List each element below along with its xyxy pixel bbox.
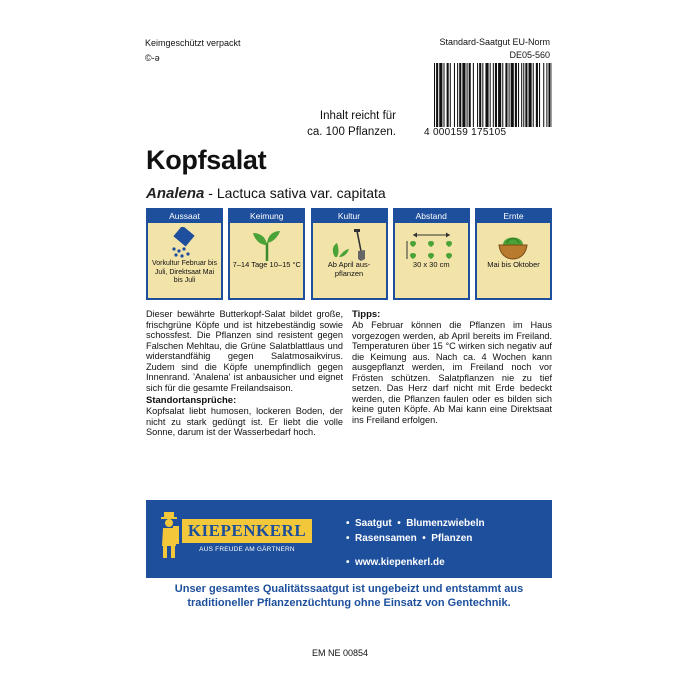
card-text: Vorkultur Februar bis Juli, Direktsaat Mai bis Juli — [152, 260, 217, 284]
bullet: • — [346, 518, 350, 529]
recycling-mark: ©-ə — [145, 53, 160, 63]
barcode-bar — [515, 63, 517, 127]
range-line-1 — [346, 516, 485, 531]
seed-packet-icon — [156, 227, 213, 263]
bullet: • — [346, 533, 350, 544]
barcode-bar — [502, 63, 503, 127]
left-column — [146, 309, 343, 438]
barcode-bar — [462, 63, 465, 127]
card-text: 30 x 30 cm — [412, 260, 450, 269]
barcode-bar — [479, 63, 481, 127]
standort-text: Kopfsalat liebt humosen, lockeren Boden, der nicht zu stark gedüngt ist. Er liebt die volle Sonne, darum ist der Wasserbedarf hoch. — [146, 406, 343, 437]
barcode-bar — [511, 63, 514, 127]
barcode-bar — [482, 63, 483, 127]
barcode-bar — [473, 63, 474, 127]
bullet: • — [346, 557, 350, 568]
standort-heading: Standortansprüche: — [146, 395, 237, 406]
card-text: Ab April aus- pflanzen — [327, 260, 371, 278]
variety-name: Analena — [146, 185, 205, 202]
packaging-note: Keimgeschützt verpackt — [145, 38, 241, 48]
website-url — [346, 557, 445, 568]
tipps-text: Ab Februar können die Pflanzen im Haus vorgezogen werden, ab April bereits im Freiland. Temperaturen über 15 °C wirken sich negativ auf die Keimung aus. Nach ca. 4 Wochen kann ausgepflanzt werden, im Freiland noch vor Frösten schützen. Salatpflanzen nie zu tief setzen. Das Herz darf nicht mit Erde bedeckt werden, die Pflanzen faulen oder es bilden sich keine guten Köpfe. Ab Mai kann eine Direktsaat ins Freiland erfolgen. — [352, 320, 552, 425]
barcode-bar — [485, 63, 488, 127]
barcode-bar — [495, 63, 497, 127]
range-pflanzen: Pflanzen — [431, 533, 473, 544]
card-keimung — [228, 208, 305, 300]
spade-plant-icon — [321, 227, 378, 263]
quality-line-2: traditioneller Pflanzenzüchtung ohne Einsatz von Gentechnik. — [187, 597, 511, 609]
barcode-bars — [434, 63, 552, 127]
range-line-2 — [346, 531, 485, 546]
brand-banner — [146, 500, 552, 578]
description-text: Dieser bewährte Butterkopf-Salat bildet große, frischgrüne Köpfe und ist hitzebeständig sowie schossfest. Die Pflanzen sind resistent gegen Falschen Mehltau, die Grüne Salatblattlaus und widerstandfähig gegen Salatmosaikvirus. Zudem sind die Köpfe unempfindlich gegen Innenrand. 'Analena' ist anbausicher und eignet sich für die gesamte Freilandsaison. — [146, 309, 343, 393]
product-range — [346, 516, 485, 546]
barcode-bar — [539, 63, 540, 127]
card-abstand — [393, 208, 470, 300]
barcode-bar — [525, 63, 527, 127]
barcode-bar — [493, 63, 494, 127]
footer-code: EM NE 00854 — [312, 648, 369, 658]
barcode-bar — [505, 63, 507, 127]
barcode-bar — [434, 63, 435, 127]
product-title: Kopfsalat — [146, 145, 267, 175]
card-text: Mai bis Oktober — [487, 260, 540, 269]
brand-slogan: AUS FREUDE AM GÄRTNERN — [199, 546, 295, 553]
contents-line-2: ca. 100 Pflanzen. — [307, 126, 396, 138]
barcode-bar — [536, 63, 538, 127]
tipps-heading: Tipps: — [352, 309, 381, 320]
card-label: Aussaat — [148, 210, 221, 223]
range-blumenzwiebeln: Blumenzwiebeln — [406, 518, 485, 529]
kiepenkerl-figure-logo — [158, 510, 180, 560]
contents-note — [246, 108, 396, 140]
registration-code: DE05-560 — [509, 50, 550, 60]
barcode-bar — [533, 63, 534, 127]
website-url-text: www.kiepenkerl.de — [355, 557, 445, 568]
card-label: Keimung — [230, 210, 303, 223]
card-label: Kultur — [313, 210, 386, 223]
barcode-bar — [467, 63, 468, 127]
barcode-digits: 4 000159 175105 — [424, 127, 507, 138]
barcode-bar — [521, 63, 522, 127]
barcode-bar — [490, 63, 491, 127]
right-column — [352, 309, 552, 425]
barcode-bar — [454, 63, 455, 127]
range-rasensamen: Rasensamen — [355, 533, 417, 544]
header-right — [439, 36, 550, 62]
cultivation-icons — [146, 208, 552, 300]
header-left — [145, 36, 241, 66]
barcode-bar — [436, 63, 438, 127]
barcode-bar — [518, 63, 519, 127]
barcode-bar — [477, 63, 478, 127]
barcode-bar — [439, 63, 442, 127]
product-subtitle — [146, 185, 386, 202]
subtitle-separator: - — [204, 185, 217, 201]
card-label: Ernte — [477, 210, 550, 223]
barcode-bar — [469, 63, 471, 127]
bullet: • — [397, 518, 401, 529]
seedling-icon — [238, 227, 295, 263]
seed-standard: Standard-Saatgut EU-Norm — [439, 37, 550, 47]
quality-line-1: Unser gesamtes Qualitätssaatgut ist ungebeizt und entstammt aus — [174, 583, 524, 595]
spacing-arrows-icon — [403, 227, 460, 263]
barcode-bar — [447, 63, 449, 127]
barcode-bar — [459, 63, 461, 127]
brand-name: KIEPENKERL — [182, 519, 312, 543]
contents-line-1: Inhalt reicht für — [319, 110, 396, 122]
quality-statement — [146, 582, 552, 610]
barcode-bar — [450, 63, 451, 127]
barcode-bar — [457, 63, 458, 127]
botanical-name: Lactuca sativa var. capitata — [216, 185, 386, 201]
card-text: 7–14 Tage 10–15 °C — [232, 260, 301, 269]
bullet: • — [422, 533, 426, 544]
barcode-bar — [498, 63, 501, 127]
barcode-bar — [523, 63, 524, 127]
card-label: Abstand — [395, 210, 468, 223]
range-saatgut: Saatgut — [355, 518, 392, 529]
barcode-bar — [509, 63, 510, 127]
barcode — [424, 63, 552, 139]
card-kultur — [311, 208, 388, 300]
barcode-bar — [529, 63, 532, 127]
card-ernte — [475, 208, 552, 300]
barcode-bar — [443, 63, 444, 127]
barcode-bar — [546, 63, 547, 127]
card-aussaat — [146, 208, 223, 300]
harvest-bowl-icon — [485, 227, 542, 263]
barcode-bar — [543, 63, 544, 127]
barcode-bar — [548, 63, 550, 127]
